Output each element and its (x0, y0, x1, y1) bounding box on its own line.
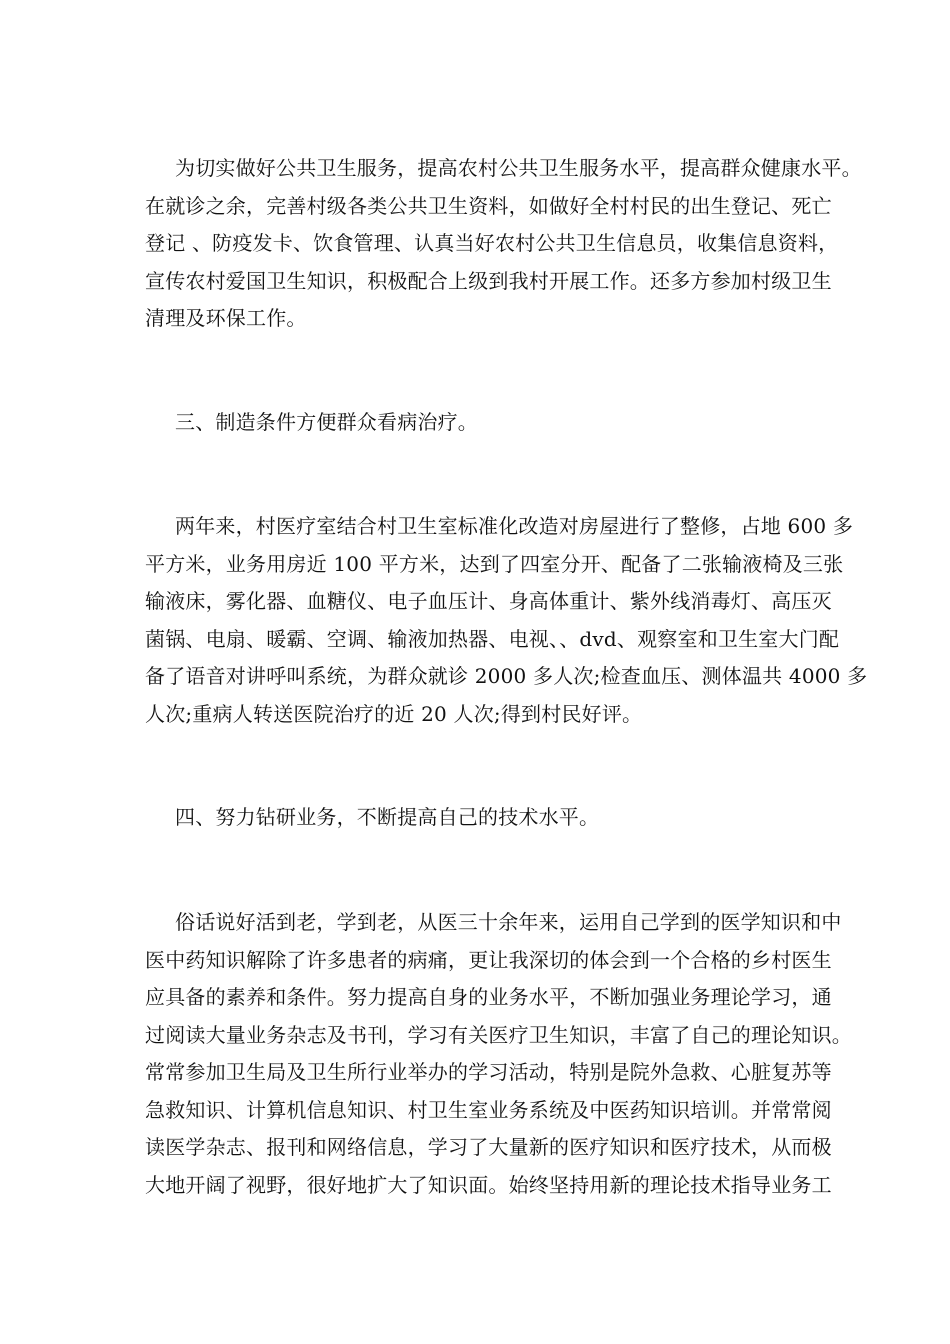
paragraph-line: 过阅读大量业务杂志及书刊，学习有关医疗卫生知识，丰富了自己的理论知识。 (145, 1022, 852, 1047)
section-heading-3 (145, 404, 825, 442)
paragraph-line: 读医学杂志、报刊和网络信息，学习了大量新的医疗知识和医疗技术，从而极 (145, 1135, 832, 1159)
section-heading-text: 三、制造条件方便群众看病治疗。 (175, 410, 478, 434)
paragraph-line: 大地开阔了视野，很好地扩大了知识面。始终坚持用新的理论技术指导业务工 (145, 1172, 832, 1197)
paragraph-line: 输液床，雾化器、血糖仪、电子血压计、身高体重计、紫外线消毒灯、高压灭 (145, 589, 832, 613)
section-heading-4 (145, 799, 825, 837)
paragraph-line: 两年来，村医疗室结合村卫生室标准化改造对房屋进行了整修，占地 600 多 (175, 514, 854, 538)
paragraph-line: 人次;重病人转送医院治疗的近 20 人次;得到村民好评。 (145, 701, 643, 726)
paragraph-public-health (145, 150, 862, 338)
paragraph-line: 常常参加卫生局及卫生所行业举办的学习活动，特别是院外急救、心脏复苏等 (145, 1060, 832, 1084)
paragraph-facilities (145, 508, 868, 733)
paragraph-line: 宣传农村爱国卫生知识，积极配合上级到我村开展工作。还多方参加村级卫生 (145, 268, 832, 293)
paragraph-line: 为切实做好公共卫生服务，提高农村公共卫生服务水平，提高群众健康水平。 (175, 156, 862, 180)
paragraph-line: 医中药知识解除了许多患者的病痛，更让我深切的体会到一个合格的乡村医生 (145, 947, 832, 972)
paragraph-line: 在就诊之余，完善村级各类公共卫生资料，如做好全村村民的出生登记、死亡 (145, 193, 832, 218)
paragraph-line: 备了语音对讲呼叫系统，为群众就诊 2000 多人次;检查血压、测体温共 4000 多 (145, 664, 868, 688)
paragraph-line: 应具备的素养和条件。努力提高自身的业务水平，不断加强业务理论学习，通 (145, 985, 832, 1009)
paragraph-line: 清理及环保工作。 (145, 306, 307, 330)
paragraph-line: 急救知识、计算机信息知识、村卫生室业务系统及中医药知识培训。并常常阅 (145, 1097, 832, 1122)
paragraph-line: 登记 、防疫发卡、饮食管理、认真当好农村公共卫生信息员，收集信息资料， (145, 231, 839, 255)
paragraph-line: 菌锅、电扇、暖霸、空调、输液加热器、电视、、dvd、观察室和卫生室大门配 (145, 626, 840, 651)
section-heading-text: 四、努力钻研业务，不断提高自己的技术水平。 (175, 805, 600, 829)
paragraph-line: 平方米，业务用房近 100 平方米，达到了四室分开、配备了二张输液椅及三张 (145, 551, 844, 576)
paragraph-professional-study (145, 904, 852, 1204)
paragraph-line: 俗话说好活到老，学到老，从医三十余年来，运用自己学到的医学知识和中 (175, 910, 842, 934)
